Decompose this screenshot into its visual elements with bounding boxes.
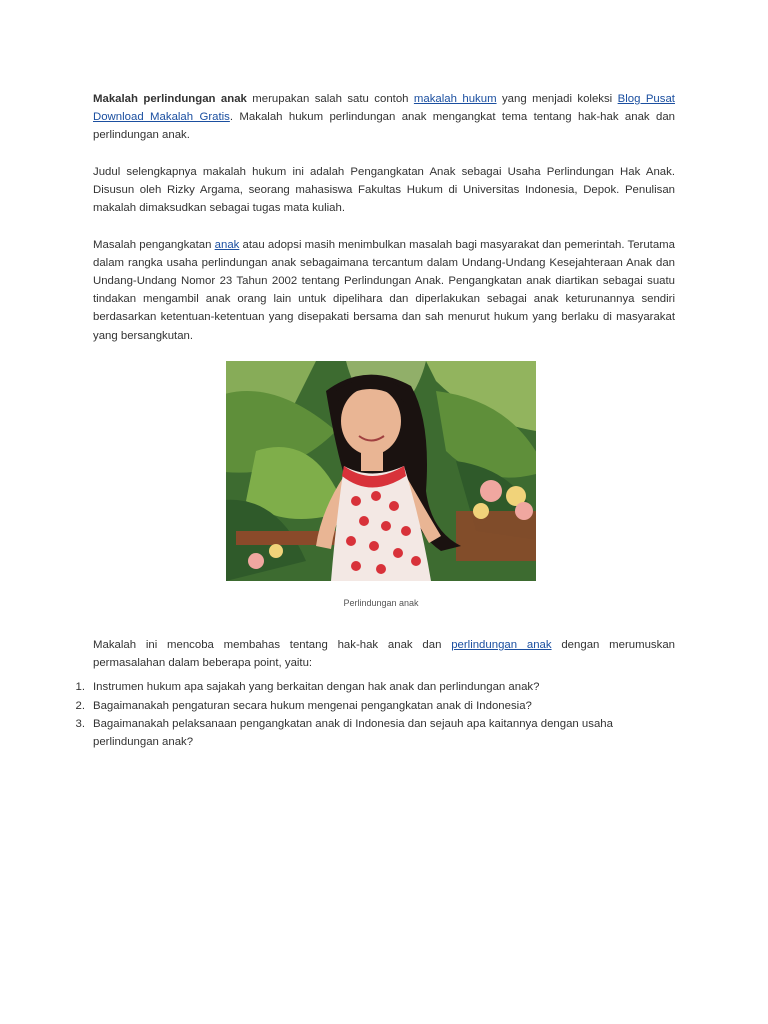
masalah-text-1: Masalah pengangkatan <box>93 238 215 251</box>
list-item-text: Instrumen hukum apa sajakah yang berkaitan dengan hak anak dan perlindungan anak? <box>93 681 540 694</box>
paragraph-pembahasan <box>93 636 675 672</box>
list-item <box>75 697 675 715</box>
masalah-text-2: atau adopsi masih menimbulkan masalah bagi masyarakat dan pemerintah. Terutama dalam rangka usaha perlindungan anak sebagaimana tercantum dalam Undang-Undang Kesejahteraan Anak dan Undang-Undang Nomor 23 Tahun 2002 tentang Perlindungan Anak. Pengangkatan anak diartikan sebagai suatu tindakan mengambil anak orang lain untuk dipelihara dan diperlakukan sebagai anak keturunannya sendiri berdasarkan ketentuan-ketentuan yang disepakati bersama dan sah menurut hukum yang berlaku di masyarakat yang bersangkutan. <box>93 238 676 342</box>
list-item <box>75 715 675 751</box>
photo-caption: Perlindungan anak <box>343 597 419 608</box>
list-item <box>75 678 675 696</box>
list-item-number: 3. <box>75 717 85 730</box>
link-blog-pusat[interactable]: Blog Pusat Download Makalah Gratis <box>93 93 675 124</box>
article-body <box>75 90 676 751</box>
paragraph-masalah <box>93 236 675 345</box>
article-photo <box>226 361 536 581</box>
link-makalah-hukum[interactable]: makalah hukum <box>413 93 497 105</box>
intro-text-3: . Makalah hukum perlindungan anak mengangkat tema tentang hak-hak anak dan perlindungan anak. <box>93 111 675 142</box>
pembahasan-text-1: Makalah ini mencoba membahas tentang hak-hak anak dan <box>93 639 452 652</box>
list-item-number: 2. <box>75 699 85 712</box>
problem-list <box>75 678 675 751</box>
pembahasan-text-2: dengan merumuskan permasalahan dalam beberapa point, yaitu: <box>93 639 675 670</box>
paragraph-intro <box>93 90 675 145</box>
intro-text-1: merupakan salah satu contoh <box>246 93 414 105</box>
intro-text-2: yang menjadi koleksi <box>496 93 618 105</box>
photo-illustration <box>226 361 536 581</box>
list-item-text: Bagaimanakah pengaturan secara hukum mengenai pengangkatan anak di Indonesia? <box>93 699 532 712</box>
link-anak[interactable]: anak <box>214 238 240 251</box>
paragraph-judul: Judul selengkapnya makalah hukum ini adalah Pengangkatan Anak sebagai Usaha Perlindungan Hak Anak. Disusun oleh Rizky Argama, seorang mahasiswa Fakultas Hukum di Universitas Indonesia, Depok. Penulisan makalah dimaksudkan sebagai tugas mata kuliah. <box>93 165 675 215</box>
link-perlindungan-anak[interactable]: perlindungan anak <box>451 639 552 652</box>
list-item-number: 1. <box>75 681 85 694</box>
intro-bold-title: Makalah perlindungan anak <box>93 93 247 105</box>
list-item-text: Bagaimanakah pelaksanaan pengangkatan anak di Indonesia dan sejauh apa kaitannya dengan usaha perlindungan anak? <box>93 717 613 749</box>
